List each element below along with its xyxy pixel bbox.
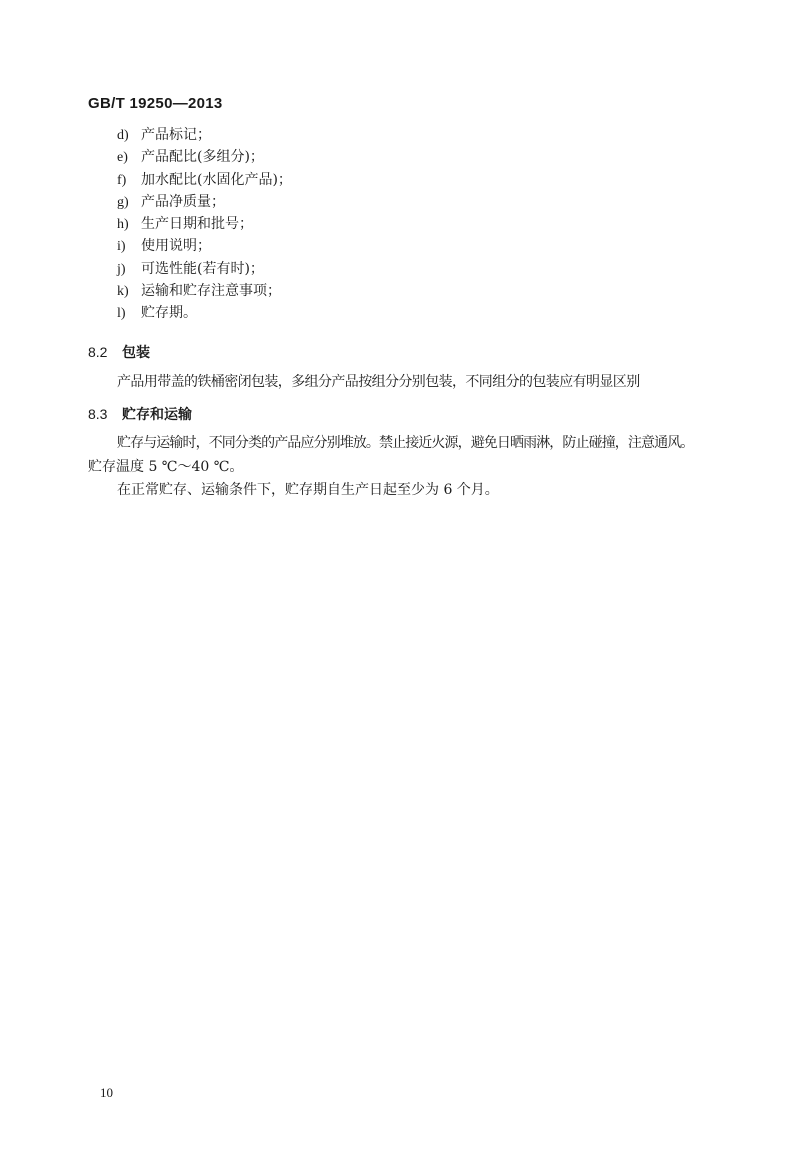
list-item-text: 产品净质量； xyxy=(141,193,225,210)
section-8-2-body: 产品用带盖的铁桶密闭包装，多组分产品按组分分别包装，不同组分的包装应有明显区别 xyxy=(117,374,640,390)
list-item xyxy=(117,124,292,146)
list-item-text: 产品标记； xyxy=(141,127,211,143)
list-item-text: 加水配比(水固化产品)； xyxy=(141,171,292,188)
section-8-3-heading xyxy=(88,404,192,424)
list-item xyxy=(117,258,292,280)
standard-code: GB/T 19250—2013 xyxy=(88,95,223,112)
list-item-text: 使用说明； xyxy=(141,238,211,255)
list-item xyxy=(117,169,292,191)
section-8-3-body-line-2: 贮存温度 5 ℃～40 ℃。 xyxy=(88,459,244,475)
section-title: 包装 xyxy=(122,345,150,361)
list-item-mark: j) xyxy=(117,261,126,277)
list-item-text: 可选性能(若有时)； xyxy=(141,260,264,277)
list-item xyxy=(117,213,292,235)
list-item-text: 产品配比(多组分)； xyxy=(141,149,264,166)
list-item-mark: h) xyxy=(117,217,129,233)
list-item xyxy=(117,302,292,324)
section-8-3-body-line-1: 贮存与运输时，不同分类的产品应分别堆放。禁止接近火源，避免日晒雨淋，防止碰撞，注意通风。 xyxy=(117,435,694,451)
list-item-text: 生产日期和批号； xyxy=(141,216,253,233)
list-item-mark: g) xyxy=(117,194,129,210)
list-item-mark: k) xyxy=(117,284,129,300)
list-item-text: 贮存期。 xyxy=(141,305,197,322)
list-item xyxy=(117,146,292,168)
list-item xyxy=(117,280,292,302)
section-8-3-body-line-3: 在正常贮存、运输条件下，贮存期自生产日起至少为 6 个月。 xyxy=(117,482,499,498)
section-8-2-heading xyxy=(88,342,150,362)
list-item-mark: e) xyxy=(117,150,128,166)
marking-list xyxy=(117,124,292,325)
list-item xyxy=(117,235,292,257)
section-number: 8.2 xyxy=(88,344,108,360)
list-item-mark: f) xyxy=(117,172,127,188)
section-number: 8.3 xyxy=(88,406,108,422)
list-item-mark: d) xyxy=(117,128,129,143)
list-item xyxy=(117,191,292,213)
page-number: 10 xyxy=(100,1085,113,1100)
list-item-mark: i) xyxy=(117,239,126,255)
list-item-text: 运输和贮存注意事项； xyxy=(141,283,281,300)
list-item-mark: l) xyxy=(117,306,126,322)
section-title: 贮存和运输 xyxy=(122,407,192,423)
